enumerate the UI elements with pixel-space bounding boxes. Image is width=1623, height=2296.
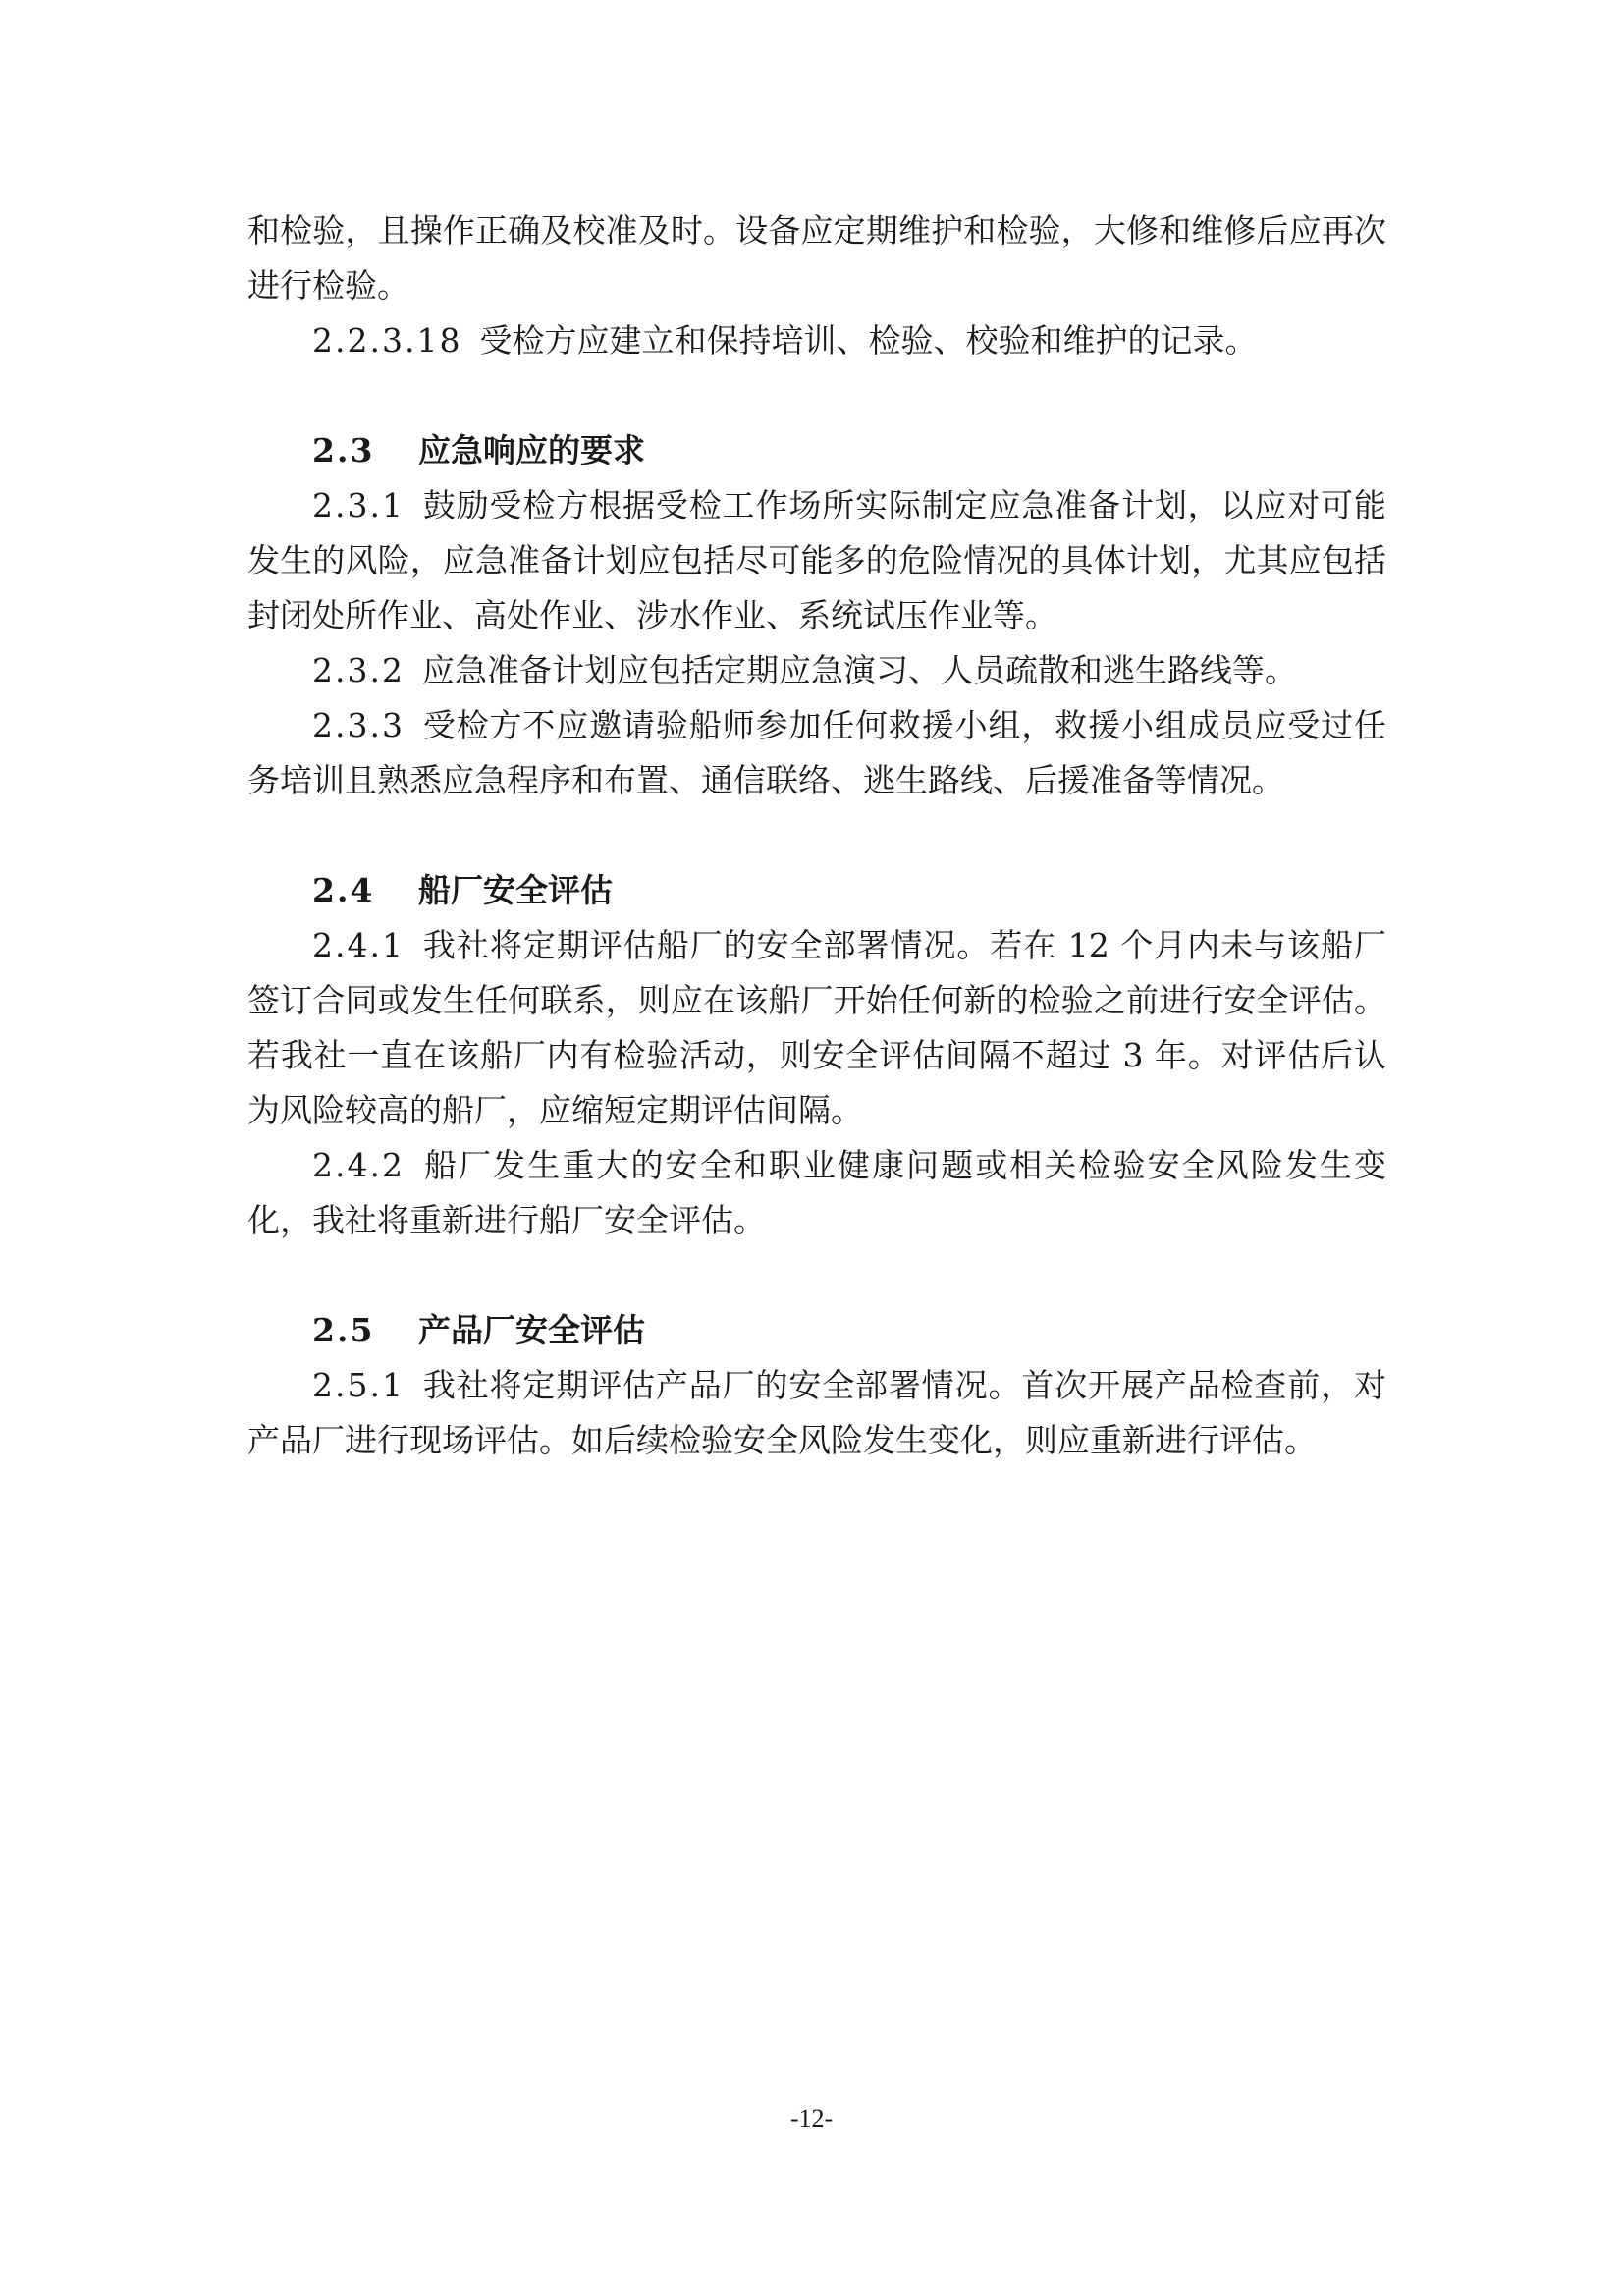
paragraph-2-4-2 (247, 1138, 1386, 1248)
spacer (247, 1248, 1386, 1303)
section-title: 船厂安全评估 (418, 871, 613, 909)
paragraph-text: 和检验，且操作正确及校准及时。设备应定期维护和检验，大修和维修后应再次进行检验。 (247, 211, 1386, 304)
paragraph-2-2-3-18 (247, 313, 1386, 368)
section-number: 2.3 (312, 431, 375, 469)
section-title: 产品厂安全评估 (418, 1311, 645, 1349)
clause-number: 2.5.1 (312, 1366, 405, 1404)
paragraph-2-5-1 (247, 1358, 1386, 1468)
page-body (247, 203, 1386, 1468)
section-number: 2.5 (312, 1311, 375, 1349)
clause-number: 2.3.3 (312, 706, 405, 744)
spacer (247, 368, 1386, 423)
paragraph-text: 我社将定期评估产品厂的安全部署情况。首次开展产品检查前，对产品厂进行现场评估。如后续检验安全风险发生变化，则应重新进行评估。 (247, 1366, 1386, 1459)
paragraph-2-3-3 (247, 698, 1386, 808)
spacer (247, 808, 1386, 863)
clause-number: 2.4.2 (312, 1146, 405, 1184)
paragraph-text: 船厂发生重大的安全和职业健康问题或相关检验安全风险发生变化，我社将重新进行船厂安全评估。 (247, 1146, 1386, 1239)
clause-number: 2.4.1 (312, 926, 405, 964)
paragraph-2-2-3-17-continued (247, 203, 1386, 313)
clause-number: 2.3.1 (312, 486, 405, 524)
paragraph-text: 受检方不应邀请验船师参加任何救援小组，救援小组成员应受过任务培训且熟悉应急程序和布置、通信联络、逃生路线、后援准备等情况。 (247, 706, 1386, 799)
section-heading-2-4 (247, 863, 1386, 918)
clause-number: 2.2.3.18 (312, 321, 462, 359)
section-title: 应急响应的要求 (418, 431, 645, 469)
paragraph-2-3-1 (247, 478, 1386, 643)
paragraph-text: 受检方应建立和保持培训、检验、校验和维护的记录。 (479, 321, 1258, 359)
page-number: -12- (789, 2105, 834, 2133)
section-heading-2-5 (247, 1303, 1386, 1358)
paragraph-2-3-2 (247, 643, 1386, 698)
paragraph-text: 鼓励受检方根据受检工作场所实际制定应急准备计划，以应对可能发生的风险，应急准备计划应包括尽可能多的危险情况的具体计划，尤其应包括封闭处所作业、高处作业、涉水作业、系统试压作业等。 (247, 486, 1386, 634)
paragraph-text: 我社将定期评估船厂的安全部署情况。若在 12 个月内未与该船厂签订合同或发生任何联系，则应在该船厂开始任何新的检验之前进行安全评估。若我社一直在该船厂内有检验活动，则安全评估间隔不超过 3 年。对评估后认为风险较高的船厂，应缩短定期评估间隔。 (247, 926, 1386, 1129)
section-heading-2-3 (247, 423, 1386, 478)
section-number: 2.4 (312, 871, 375, 909)
clause-number: 2.3.2 (312, 651, 405, 689)
paragraph-text: 应急准备计划应包括定期应急演习、人员疏散和逃生路线等。 (421, 651, 1297, 689)
paragraph-2-4-1 (247, 918, 1386, 1138)
